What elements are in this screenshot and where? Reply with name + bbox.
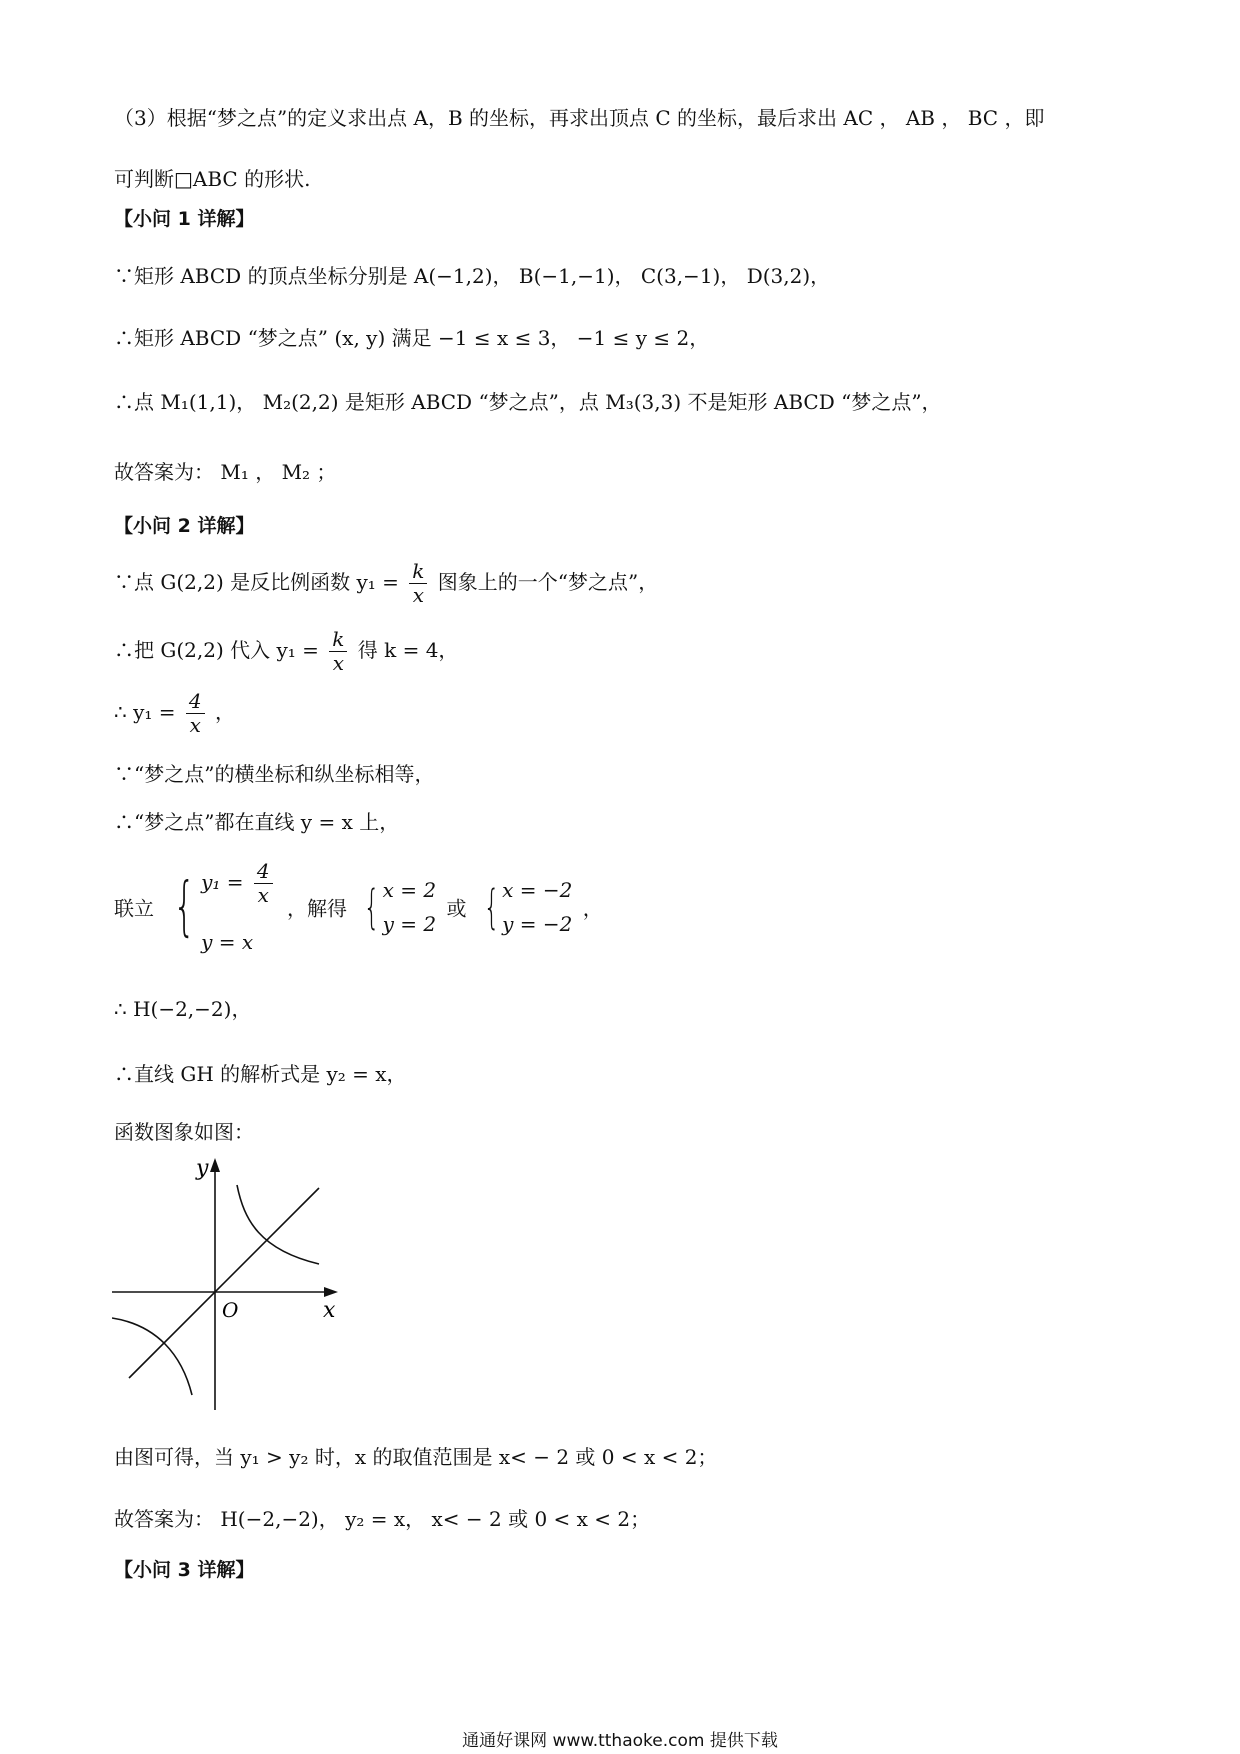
fraction-numerator: k	[329, 628, 347, 652]
left-brace: {	[173, 870, 196, 944]
fraction-numerator: 4	[254, 860, 273, 884]
x-axis-label: x	[323, 1298, 336, 1323]
system-eq1-lhs: y₁ =	[201, 870, 244, 894]
s2-line2-a: ∴把 G(2,2) 代入 y₁ =	[114, 638, 319, 662]
s2-line10: 由图可得，当 y₁ > y₂ 时，x 的取值范围是 x< − 2 或 0 < x < 2；	[114, 1445, 718, 1469]
solution-system-2	[477, 878, 573, 936]
s2-line7: ∴ H(−2,−2)，	[114, 997, 252, 1021]
solution1-x: x = 2	[382, 878, 437, 902]
system-rows	[201, 860, 277, 954]
system-prefix: 联立	[114, 896, 154, 921]
s2-system-line	[114, 860, 603, 954]
s2-line1	[114, 560, 658, 607]
page-footer: 通通好课网 www.tthaoke.com 提供下载	[462, 1731, 778, 1751]
s2-line1-b: 图象上的一个“梦之点”，	[437, 570, 659, 594]
y-axis-label: y	[196, 1156, 209, 1181]
origin-label: O	[222, 1298, 239, 1322]
fraction-k-over-x	[409, 560, 427, 607]
solution-system-1	[357, 878, 436, 936]
fraction-denominator: x	[189, 713, 201, 737]
hyperbola-branch-q1	[237, 1185, 319, 1264]
system-end: ，	[582, 896, 603, 921]
left-brace: {	[483, 880, 500, 934]
part3-hint-line1: （3）根据“梦之点”的定义求出点 A，B 的坐标，再求出顶点 C 的坐标，最后求出 AC ， AB ， BC ，即	[114, 106, 1045, 130]
s2-line3	[114, 690, 235, 737]
fraction-numerator: 4	[186, 690, 205, 714]
s2-line2-b: 得 k = 4，	[357, 638, 459, 662]
fraction-denominator: x	[257, 883, 269, 907]
section3-heading: 【小问 3 详解】	[114, 1559, 255, 1581]
part3-hint-line2: 可判断□ABC 的形状.	[114, 167, 311, 191]
left-brace: {	[363, 880, 381, 934]
line-y-equals-x	[129, 1188, 319, 1378]
s2-line8: ∴直线 GH 的解析式是 y₂ = x，	[114, 1062, 407, 1086]
equation-system	[164, 860, 276, 954]
fraction-numerator: k	[409, 560, 427, 584]
s1-line2: ∴矩形 ABCD “梦之点” (x, y) 满足 −1 ≤ x ≤ 3， −1 ≤ y ≤ 2，	[114, 326, 710, 350]
or-word: 或	[446, 896, 467, 921]
system-solve-text: ，解得	[286, 896, 347, 921]
hyperbola-branch-q3	[112, 1318, 192, 1395]
section1-heading: 【小问 1 详解】	[114, 208, 255, 230]
s2-line3-a: ∴ y₁ =	[114, 700, 176, 724]
s2-line2	[114, 628, 458, 675]
system-eq1	[201, 860, 277, 907]
s1-line1: ∵矩形 ABCD 的顶点坐标分别是 A(−1,2)， B(−1,−1)， C(3,−1)， D(3,2)，	[114, 264, 831, 288]
fraction-4-over-x	[186, 690, 205, 737]
solution-rows	[383, 878, 437, 936]
s2-line4: ∵“梦之点”的横坐标和纵坐标相等，	[114, 762, 435, 786]
section2-heading: 【小问 2 详解】	[114, 515, 255, 537]
solution2-y: y = −2	[502, 912, 573, 936]
x-axis-arrow-icon	[324, 1287, 338, 1297]
function-graph	[112, 1150, 372, 1410]
solution-rows	[502, 878, 572, 936]
fraction-denominator: x	[332, 651, 344, 675]
fraction-denominator: x	[412, 583, 424, 607]
s1-line3: ∴点 M₁(1,1)， M₂(2,2) 是矩形 ABCD “梦之点”，点 M₃(3,3) 不是矩形 ABCD “梦之点”，	[114, 390, 942, 414]
s1-answer: 故答案为： M₁ ， M₂ ；	[114, 460, 337, 484]
s2-answer: 故答案为： H(−2,−2)， y₂ = x， x< − 2 或 0 < x < 2；	[114, 1507, 651, 1531]
solution2-x: x = −2	[502, 878, 573, 902]
fraction-k-over-x	[329, 628, 347, 675]
s2-line1-a: ∵点 G(2,2) 是反比例函数 y₁ =	[114, 570, 399, 594]
fraction-4-over-x	[254, 860, 273, 907]
s2-line3-b: ，	[214, 700, 235, 724]
system-eq2: y = x	[201, 930, 254, 954]
s2-line9: 函数图象如图：	[114, 1120, 254, 1144]
solution1-y: y = 2	[382, 912, 437, 936]
y-axis-arrow-icon	[210, 1158, 220, 1172]
s2-line5: ∴“梦之点”都在直线 y = x 上，	[114, 810, 400, 834]
